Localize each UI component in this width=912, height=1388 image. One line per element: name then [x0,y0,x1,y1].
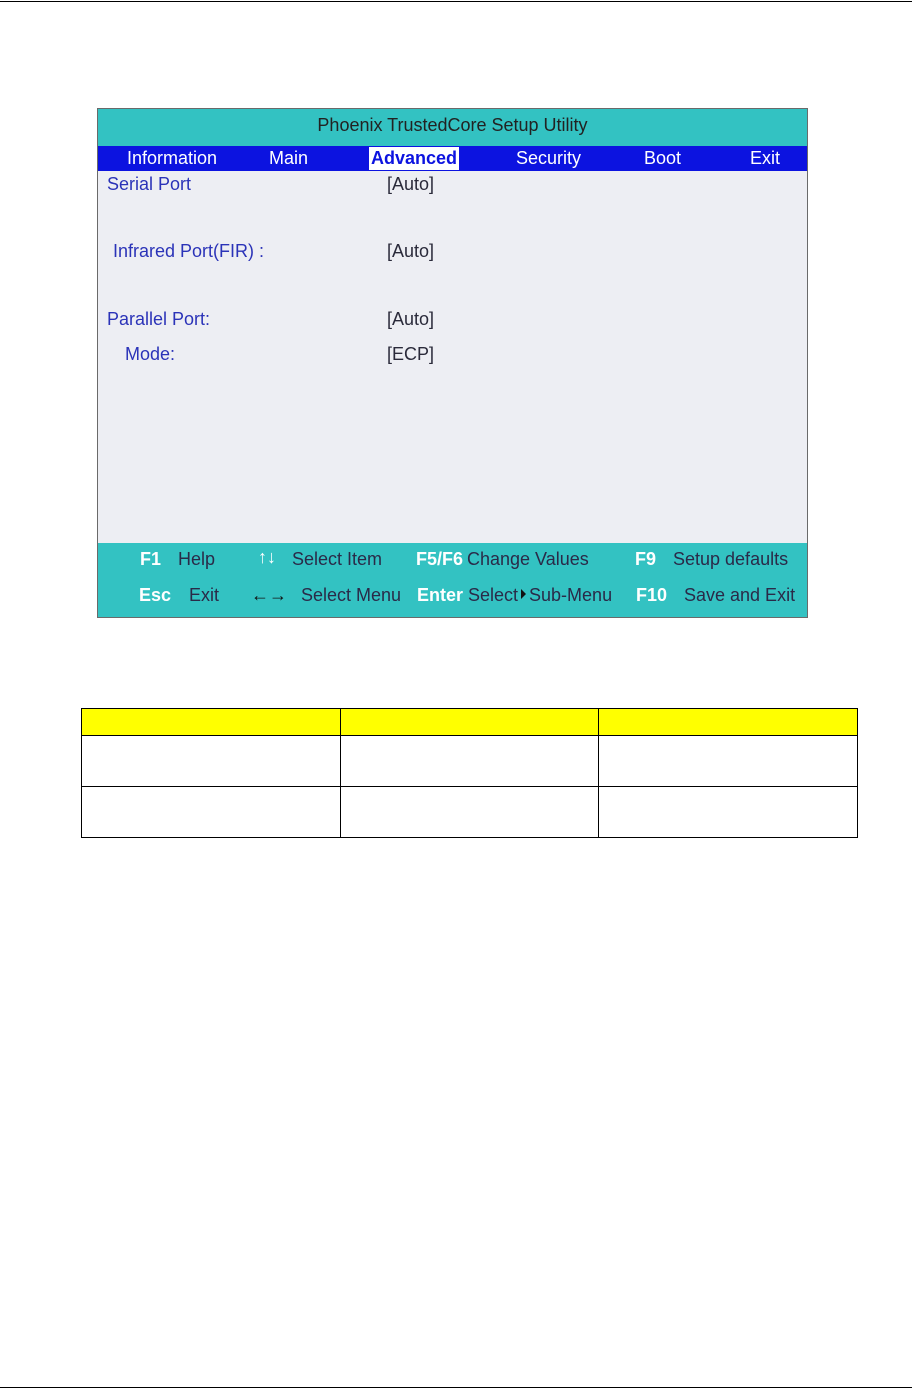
parallel-port-label[interactable]: Parallel Port: [107,309,211,329]
esc-key: Esc [139,585,172,605]
change-values-text: Change Values [467,549,589,569]
exit-text: Exit [189,585,220,605]
select-item-text: Select Item [292,549,383,569]
table-header-cell [341,709,599,736]
settings-table [81,708,858,838]
tab-boot[interactable]: Boot [644,148,682,168]
table-cell [82,736,341,787]
bios-footer [98,543,807,617]
bios-title: Phoenix TrustedCore Setup Utility [98,109,807,146]
bios-screenshot [97,108,808,618]
infrared-port-value[interactable]: [Auto] [387,241,435,261]
f5f6-key: F5/F6 [416,549,464,569]
enter-select-text [468,584,612,606]
f1-help-text: Help [178,549,216,569]
tab-information[interactable]: Information [127,148,218,168]
table-row [82,736,858,787]
tab-exit[interactable]: Exit [750,148,781,168]
save-and-exit-text: Save and Exit [684,585,796,605]
table-header-row [82,709,858,736]
table-header-cell [599,709,858,736]
table-cell [341,787,599,838]
tab-main[interactable]: Main [269,148,309,168]
submenu-triangle-icon [521,589,526,599]
table-row [82,787,858,838]
table-cell [599,736,858,787]
setup-defaults-text: Setup defaults [673,549,789,569]
select-menu-text: Select Menu [301,585,402,605]
enter-key: Enter [417,585,464,605]
table-cell [599,787,858,838]
f9-key: F9 [635,549,657,569]
table-header-cell [82,709,341,736]
infrared-port-label[interactable]: Infrared Port(FIR) : [113,241,265,261]
serial-port-value[interactable]: [Auto] [387,174,435,194]
f10-key: F10 [636,585,668,605]
table-cell [341,736,599,787]
serial-port-label[interactable]: Serial Port [107,174,192,194]
tab-security[interactable]: Security [516,148,582,168]
bios-menu-bar [98,146,807,171]
updown-arrows-icon: ↑↓ [258,547,276,567]
f1-key: F1 [140,549,162,569]
select-text: Select [468,585,519,605]
leftright-arrows-icon: ←→ [251,585,287,605]
tab-advanced[interactable]: Advanced [371,148,458,168]
parallel-mode-label[interactable]: Mode: [125,344,176,364]
table-cell [82,787,341,838]
parallel-mode-value[interactable]: [ECP] [387,344,435,364]
sub-menu-text: Sub-Menu [529,585,613,605]
parallel-port-value[interactable]: [Auto] [387,309,435,329]
page-top-rule [0,1,912,2]
